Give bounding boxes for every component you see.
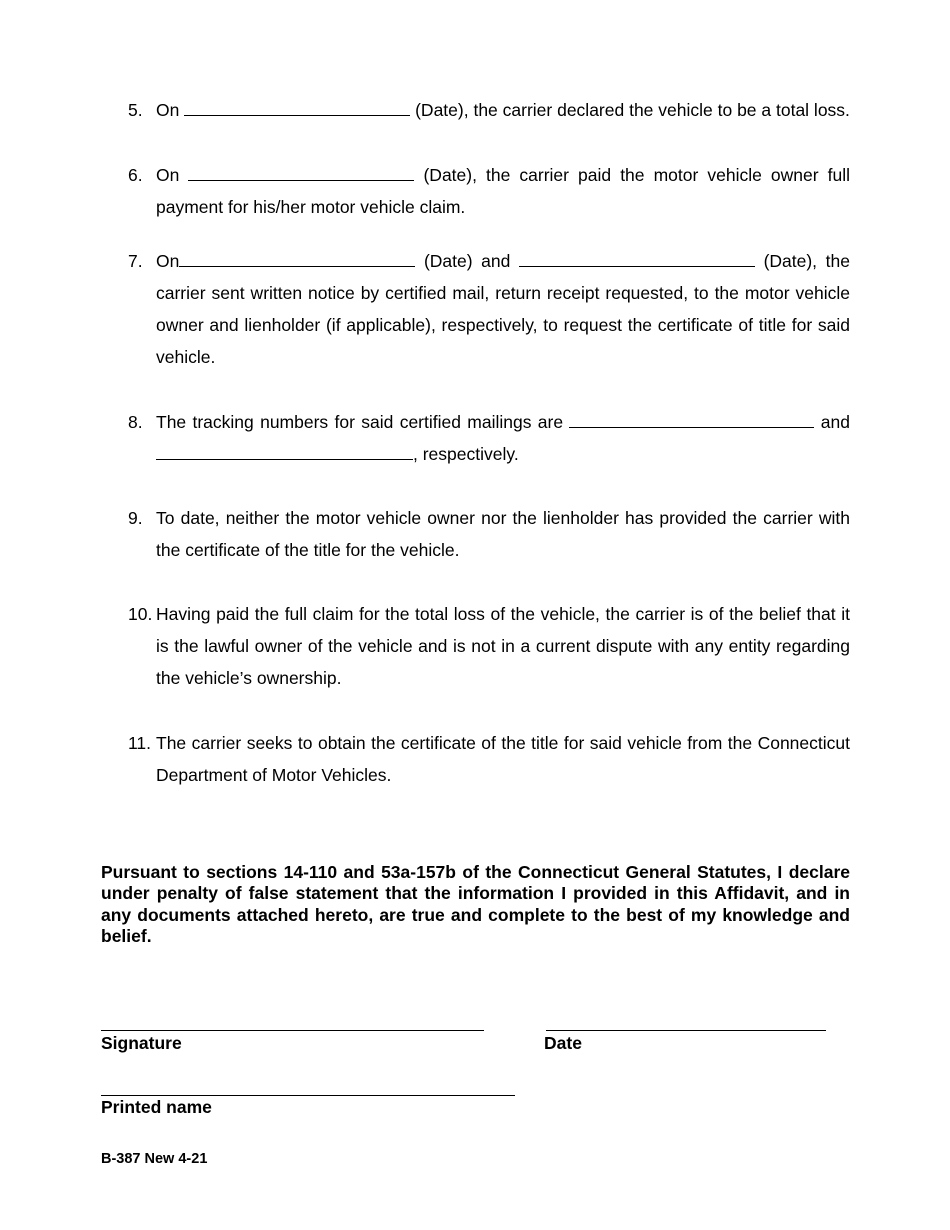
date-blank[interactable]: [519, 265, 755, 267]
item-number: 11.: [128, 733, 152, 753]
item-number: 7.: [128, 251, 143, 271]
form-number: B-387 New 4-21: [101, 1151, 208, 1167]
list-item: [128, 598, 850, 694]
date-line[interactable]: [546, 1030, 826, 1031]
declaration-statement: Pursuant to sections 14-110 and 53a-157b of the Connecticut General Statutes, I declare under penalty of false statement that the information I provided in this Affidavit, and in any documents attached hereto, are true and complete to the best of my knowledge and belief.: [101, 862, 850, 946]
item-text: On (Date) and (Date), the carrier sent written notice by certified mail, return receipt requested, to the motor vehicle owner and lienholder (if applicable), respectively, to request the certificate of title for said vehicle.: [156, 251, 850, 367]
item-number: 9.: [128, 508, 143, 528]
item-number: 8.: [128, 412, 143, 432]
list-item: [128, 727, 850, 791]
item-number: 5.: [128, 100, 143, 120]
printed-name-label: Printed name: [101, 1097, 212, 1117]
signature-line[interactable]: [101, 1030, 484, 1031]
date-blank[interactable]: [179, 265, 415, 267]
item-text: The tracking numbers for said certified mailings are and , respectively.: [156, 412, 850, 464]
date-blank[interactable]: [188, 179, 414, 181]
signature-label: Signature: [101, 1033, 182, 1053]
item-number: 10.: [128, 604, 153, 624]
printed-name-line[interactable]: [101, 1095, 515, 1096]
list-item: [128, 100, 850, 121]
list-item: [128, 502, 850, 566]
tracking-number-blank[interactable]: [156, 458, 413, 460]
list-item: [128, 245, 850, 373]
list-item: [128, 159, 850, 223]
item-number: 6.: [128, 165, 143, 185]
item-text: On (Date), the carrier declared the vehicle to be a total loss.: [156, 100, 850, 120]
item-text: The carrier seeks to obtain the certificate of the title for said vehicle from the Connecticut Department of Motor Vehicles.: [156, 733, 850, 785]
list-item: [128, 406, 850, 470]
date-label: Date: [544, 1033, 582, 1053]
date-blank[interactable]: [184, 114, 410, 116]
item-text: Having paid the full claim for the total loss of the vehicle, the carrier is of the belief that it is the lawful owner of the vehicle and is not in a current dispute with any entity regarding the vehicle’s ownership.: [156, 604, 850, 688]
item-text: On (Date), the carrier paid the motor vehicle owner full payment for his/her motor vehicle claim.: [156, 165, 850, 217]
tracking-number-blank[interactable]: [569, 426, 814, 428]
item-text: To date, neither the motor vehicle owner nor the lienholder has provided the carrier with the certificate of the title for the vehicle.: [156, 508, 850, 560]
